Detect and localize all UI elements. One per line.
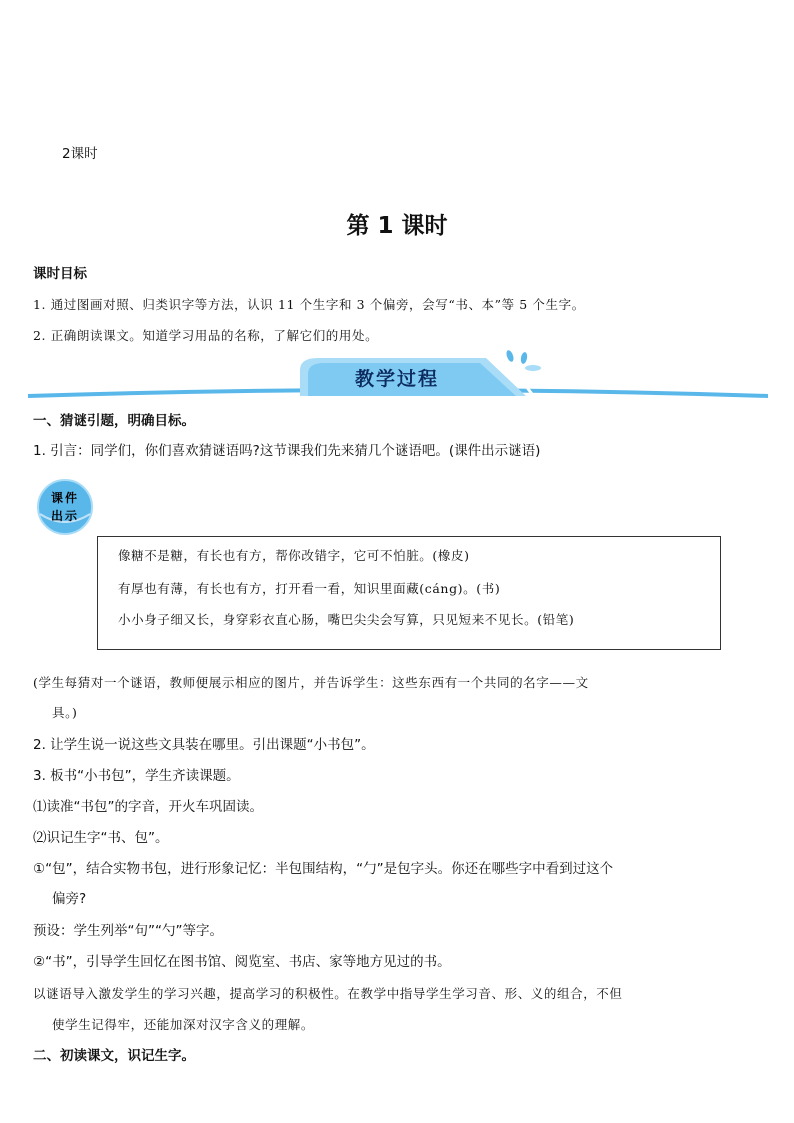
step-1: 1. 引言：同学们，你们喜欢猜谜语吗?这节课我们先来猜几个谜语吧。(课件出示谜语) — [33, 443, 541, 459]
sub-step-2: ⑵识记生字“书、包”。 — [33, 830, 169, 846]
goals-heading: 课时目标 — [33, 266, 87, 282]
courseware-badge — [36, 478, 94, 536]
banner-title: 教学过程 — [354, 368, 439, 390]
step-2: 2. 让学生说一说这些文具装在哪里。引出课题“小书包”。 — [33, 737, 375, 753]
preset-answer: 预设：学生列举“句”“勺”等字。 — [33, 923, 223, 939]
goal-item-2: 2. 正确朗读课文。知道学习用品的名称，了解它们的用处。 — [33, 328, 379, 343]
teacher-note-line-2: 具。) — [52, 705, 78, 720]
riddle-1: 像糖不是糖，有长也有方，帮你改错字，它可不怕脏。(橡皮) — [118, 548, 470, 563]
teacher-note-line-1: (学生每猜对一个谜语，教师便展示相应的图片，并告诉学生：这些东西有一个共同的名字——文 — [33, 675, 589, 690]
design-note-line-1: 以谜语导入激发学生的学习兴趣，提高学习的积极性。在教学中指导学生学习音、形、义的组合，不但 — [33, 986, 623, 1001]
lesson-title: 第 1 课时 — [346, 213, 448, 239]
bao-explanation-line-1: ①“包”，结合实物书包，进行形象记忆：半包围结构，“勹”是包字头。你还在哪些字中看到过这个 — [33, 861, 614, 877]
section-1-heading: 一、猜谜引题，明确目标。 — [33, 413, 195, 429]
goal-item-1: 1. 通过图画对照、归类识字等方法，认识 11 个生字和 3 个偏旁，会写“书、本”等 5 个生字。 — [33, 297, 585, 312]
riddle-3: 小小身子细又长，身穿彩衣直心肠，嘴巴尖尖会写算，只见短来不见长。(铅笔) — [118, 612, 575, 627]
lesson-duration: 2课时 — [62, 146, 98, 162]
badge-line-1: 课件 — [50, 491, 80, 505]
badge-line-2: 出示 — [50, 509, 80, 523]
section-2-heading: 二、初读课文，识记生字。 — [33, 1048, 195, 1064]
sub-step-1: ⑴读准“书包”的字音，开火车巩固读。 — [33, 799, 263, 815]
riddle-2: 有厚也有薄，有长也有方，打开看一看，知识里面藏(cáng)。(书) — [118, 581, 501, 596]
shu-explanation: ②“书”，引导学生回忆在图书馆、阅览室、书店、家等地方见过的书。 — [33, 954, 451, 970]
design-note-line-2: 使学生记得牢，还能加深对汉字含义的理解。 — [52, 1017, 315, 1032]
step-3: 3. 板书“小书包”，学生齐读课题。 — [33, 768, 240, 784]
bao-explanation-line-2: 偏旁? — [52, 891, 87, 907]
